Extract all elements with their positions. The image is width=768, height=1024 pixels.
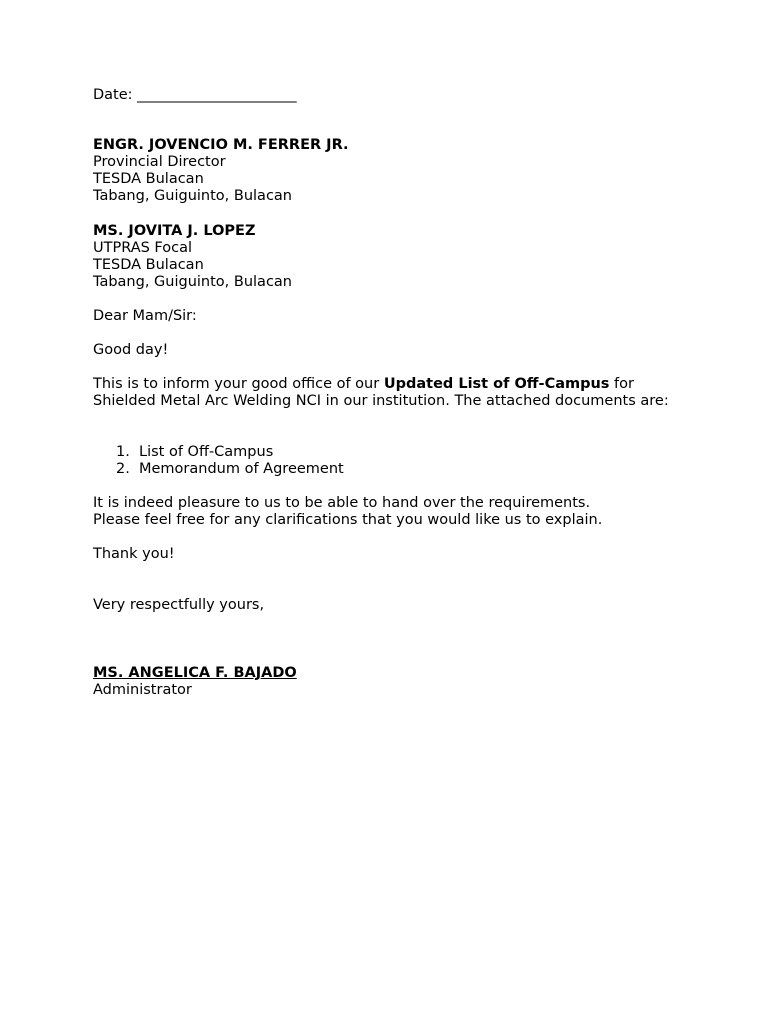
recipient-2-block: [93, 223, 693, 291]
body-paragraph-1: [93, 376, 683, 410]
salutation: [93, 308, 693, 325]
signatory-title: Administrator: [93, 682, 192, 698]
body-1-bold: Updated List of Off-Campus: [383, 376, 610, 392]
recipient-1-address: Tabang, Guiguinto, Bulacan: [93, 188, 292, 204]
recipient-2-name: MS. JOVITA J. LOPEZ: [93, 223, 256, 239]
list-item: [116, 444, 344, 461]
body-2-line-1: It is indeed pleasure to us to be able to hand over the requirements.: [93, 495, 591, 511]
recipient-1-org: TESDA Bulacan: [93, 171, 204, 187]
list-item-label: List of Off-Campus: [139, 444, 274, 460]
recipient-2-title: UTPRAS Focal: [93, 240, 193, 256]
closing: [93, 597, 693, 614]
recipient-2-org: TESDA Bulacan: [93, 257, 204, 273]
list-item: [116, 461, 344, 478]
recipient-2-address: Tabang, Guiguinto, Bulacan: [93, 274, 292, 290]
closing-text: Very respectfully yours,: [93, 597, 265, 613]
date-text: Date: ______________________: [93, 87, 297, 103]
body-1-before: This is to inform your good office of our: [93, 376, 384, 392]
list-item-label: Memorandum of Agreement: [139, 461, 344, 477]
thanks: [93, 546, 693, 563]
thanks-text: Thank you!: [93, 546, 175, 562]
body-1-after: for Shielded Metal Arc Welding NCI in our institution. The attached documents are:: [93, 376, 669, 409]
body-2-line-2: Please feel free for any clarifications that you would like us to explain.: [93, 512, 603, 528]
recipient-1-block: [93, 137, 693, 205]
date-line: [93, 87, 693, 104]
salutation-text: Dear Mam/Sir:: [93, 308, 197, 324]
list-item-number: 1.: [116, 444, 130, 460]
greeting: [93, 342, 693, 359]
attachment-list: [116, 444, 344, 478]
greeting-text: Good day!: [93, 342, 169, 358]
body-paragraph-2: [93, 495, 693, 529]
signatory-name: MS. ANGELICA F. BAJADO: [93, 665, 297, 681]
list-item-number: 2.: [116, 461, 130, 477]
signatory-block: [93, 665, 693, 699]
recipient-1-title: Provincial Director: [93, 154, 226, 170]
recipient-1-name: ENGR. JOVENCIO M. FERRER JR.: [93, 137, 349, 153]
